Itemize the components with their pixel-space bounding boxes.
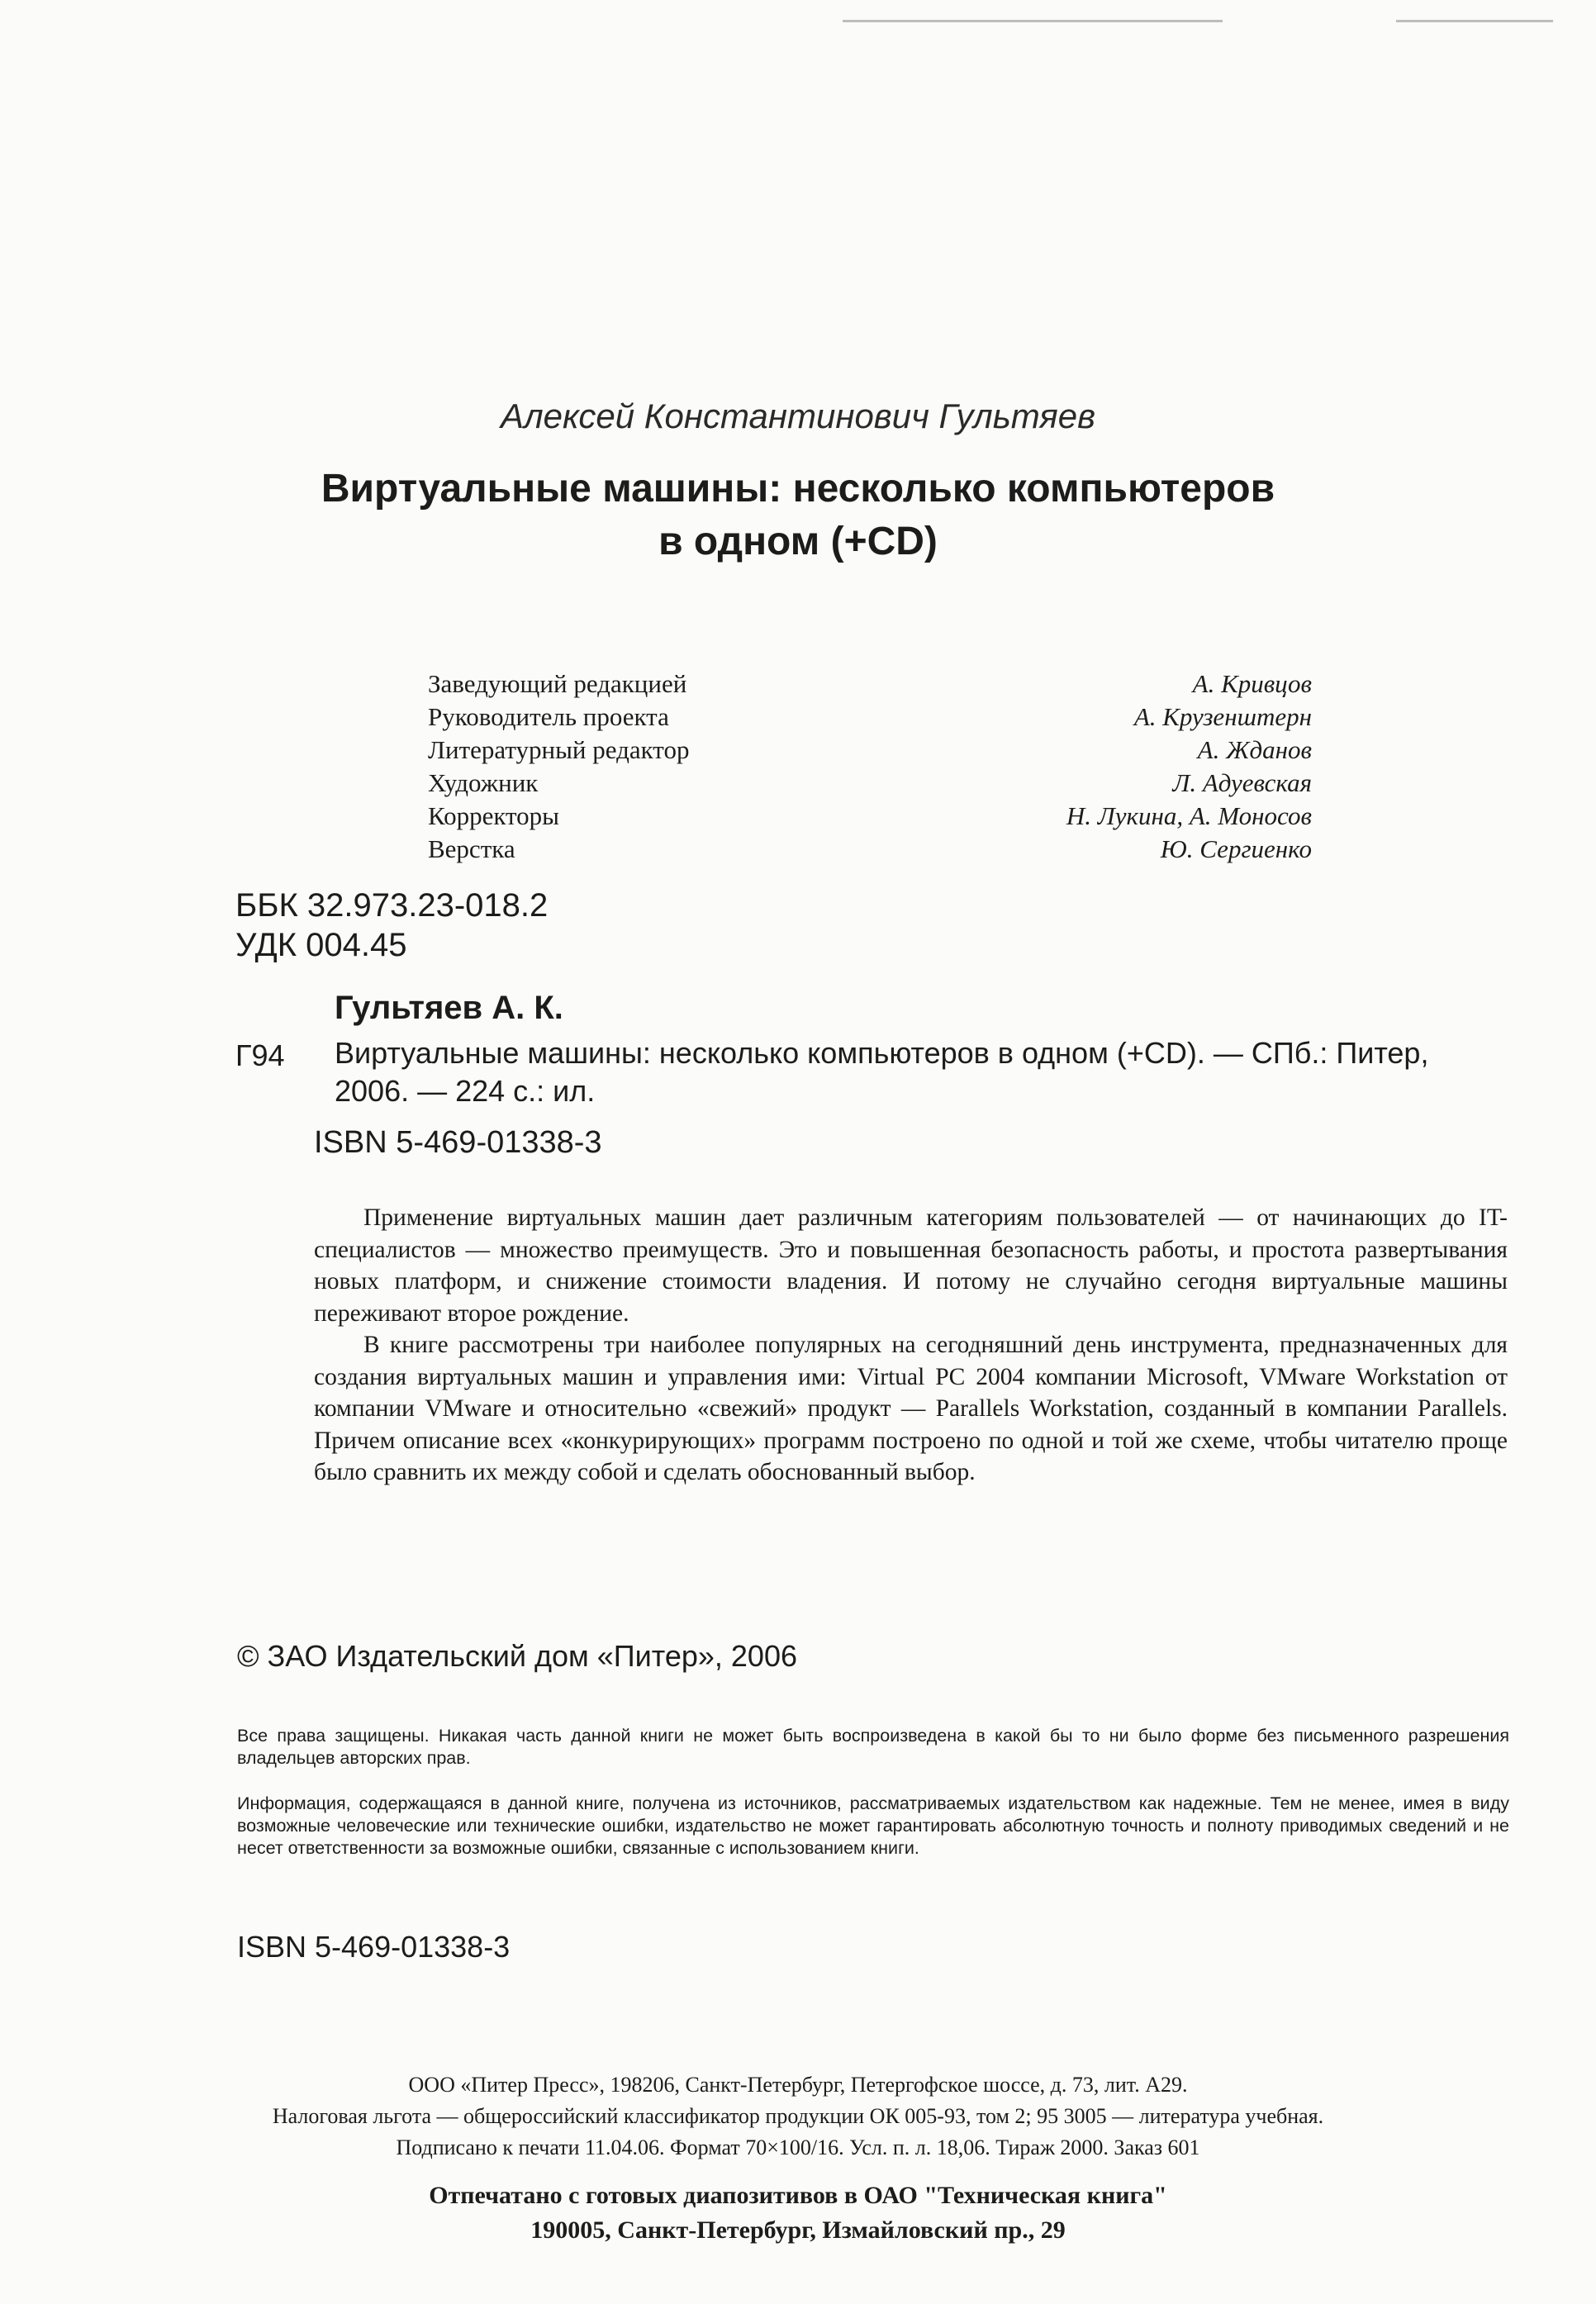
staff-row [428,667,1312,701]
book-title-line-1: Виртуальные машины: несколько компьютеров [321,467,1275,511]
printer-info [0,2178,1596,2248]
imprint-line: Налоговая льгота — общероссийский классификатор продукции ОК 005-93, том 2; 95 3005 — литература учебная. [272,2104,1324,2128]
rights-notice [237,1725,1509,1883]
staff-role: Руководитель проекта [428,702,669,731]
catalog-isbn: ISBN 5-469-01338-3 [314,1125,602,1160]
book-author: Алексей Константинович Гультяев [500,397,1096,435]
catalog-description-line-2: 2006. — 224 с.: ил. [335,1074,596,1108]
scan-artifact-line [1396,20,1553,22]
catalog-author: Гультяев А. К. [335,990,563,1026]
staff-row [428,833,1312,866]
staff-role: Верстка [428,834,515,863]
book-title-line-2: в одном (+CD) [658,520,938,563]
staff-name: Ю. Сергиенко [1160,834,1312,863]
printer-line: Отпечатано с готовых диапозитивов в ОАО "Техническая книга" [429,2182,1167,2209]
staff-name: А. Жданов [1197,735,1312,764]
scan-artifact-line [843,20,1223,22]
imprint-line: ООО «Питер Пресс», 198206, Санкт-Петербург, Петергофское шоссе, д. 73, лит. А29. [408,2073,1188,2097]
staff-row [428,767,1312,800]
bbk-code: ББК 32.973.23-018.2 [235,887,549,924]
staff-list [428,667,1312,866]
staff-name: А. Крузенштерн [1133,702,1312,731]
isbn-bottom: ISBN 5-469-01338-3 [237,1930,511,1964]
staff-role: Корректоры [428,801,560,830]
catalog-description-line-1: Виртуальные машины: несколько компьютеров в одном (+CD). — СПб.: Питер, [335,1036,1429,1070]
staff-name: Л. Адуевская [1172,768,1312,797]
imprint-line: Подписано к печати 11.04.06. Формат 70×100/16. Усл. п. л. 18,06. Тираж 2000. Заказ 601 [396,2135,1200,2159]
classification-codes [235,886,548,965]
udk-code: УДК 004.45 [235,927,407,963]
publisher-imprint [0,2069,1596,2164]
book-abstract [314,1202,1508,1489]
staff-role: Литературный редактор [428,735,690,764]
staff-row [428,800,1312,833]
catalog-code: Г94 [235,1038,285,1072]
staff-row [428,701,1312,734]
staff-row [428,734,1312,767]
book-title [0,463,1596,568]
copyright-notice: © ЗАО Издательский дом «Питер», 2006 [237,1639,797,1673]
rights-paragraph: Все права защищены. Никакая часть данной книги не может быть воспроизведена в какой бы то ни было форме без письменного разрешения владельцев авторских прав. [237,1726,1509,1768]
abstract-paragraph: Применение виртуальных машин дает различным категориям пользователей — от начинающих до IT-специалистов — множество преимуществ. Это и повышенная безопасность работы, и простота развертывания новых платформ, и снижение стоимости владения. И потому не случайно сегодня виртуальные машины переживают второе рождение. [314,1204,1508,1327]
catalog-description [335,1034,1491,1110]
abstract-paragraph: В книге рассмотрены три наиболее популярных на сегодняшний день инструмента, предназначенных для создания виртуальных машин и управления ими: Virtual PC 2004 компании Microsoft, VMware Workstation от компании VMware и относительно «свежий» продукт — Parallels Workstation, созданный в компании Parallels. Причем описание всех «конкурирующих» программ построено по одной и той же схеме, чтобы читателю проще было сравнить их между собой и сделать обоснованный выбор. [314,1332,1508,1485]
rights-paragraph: Информация, содержащаяся в данной книге, получена из источников, рассматриваемых издательством как надежные. Тем не менее, имея в виду возможные человеческие или технические ошибки, издательство не может гарантировать абсолютную точность и полноту приводимых сведений и не несет ответственности за возможные ошибки, связанные с использованием книги. [237,1793,1509,1858]
staff-role: Заведующий редакцией [428,669,687,698]
staff-name: А. Кривцов [1192,669,1312,698]
staff-name: Н. Лукина, А. Моносов [1066,801,1312,830]
staff-role: Художник [428,768,539,797]
printer-line: 190005, Санкт-Петербург, Измайловский пр., 29 [530,2216,1066,2244]
